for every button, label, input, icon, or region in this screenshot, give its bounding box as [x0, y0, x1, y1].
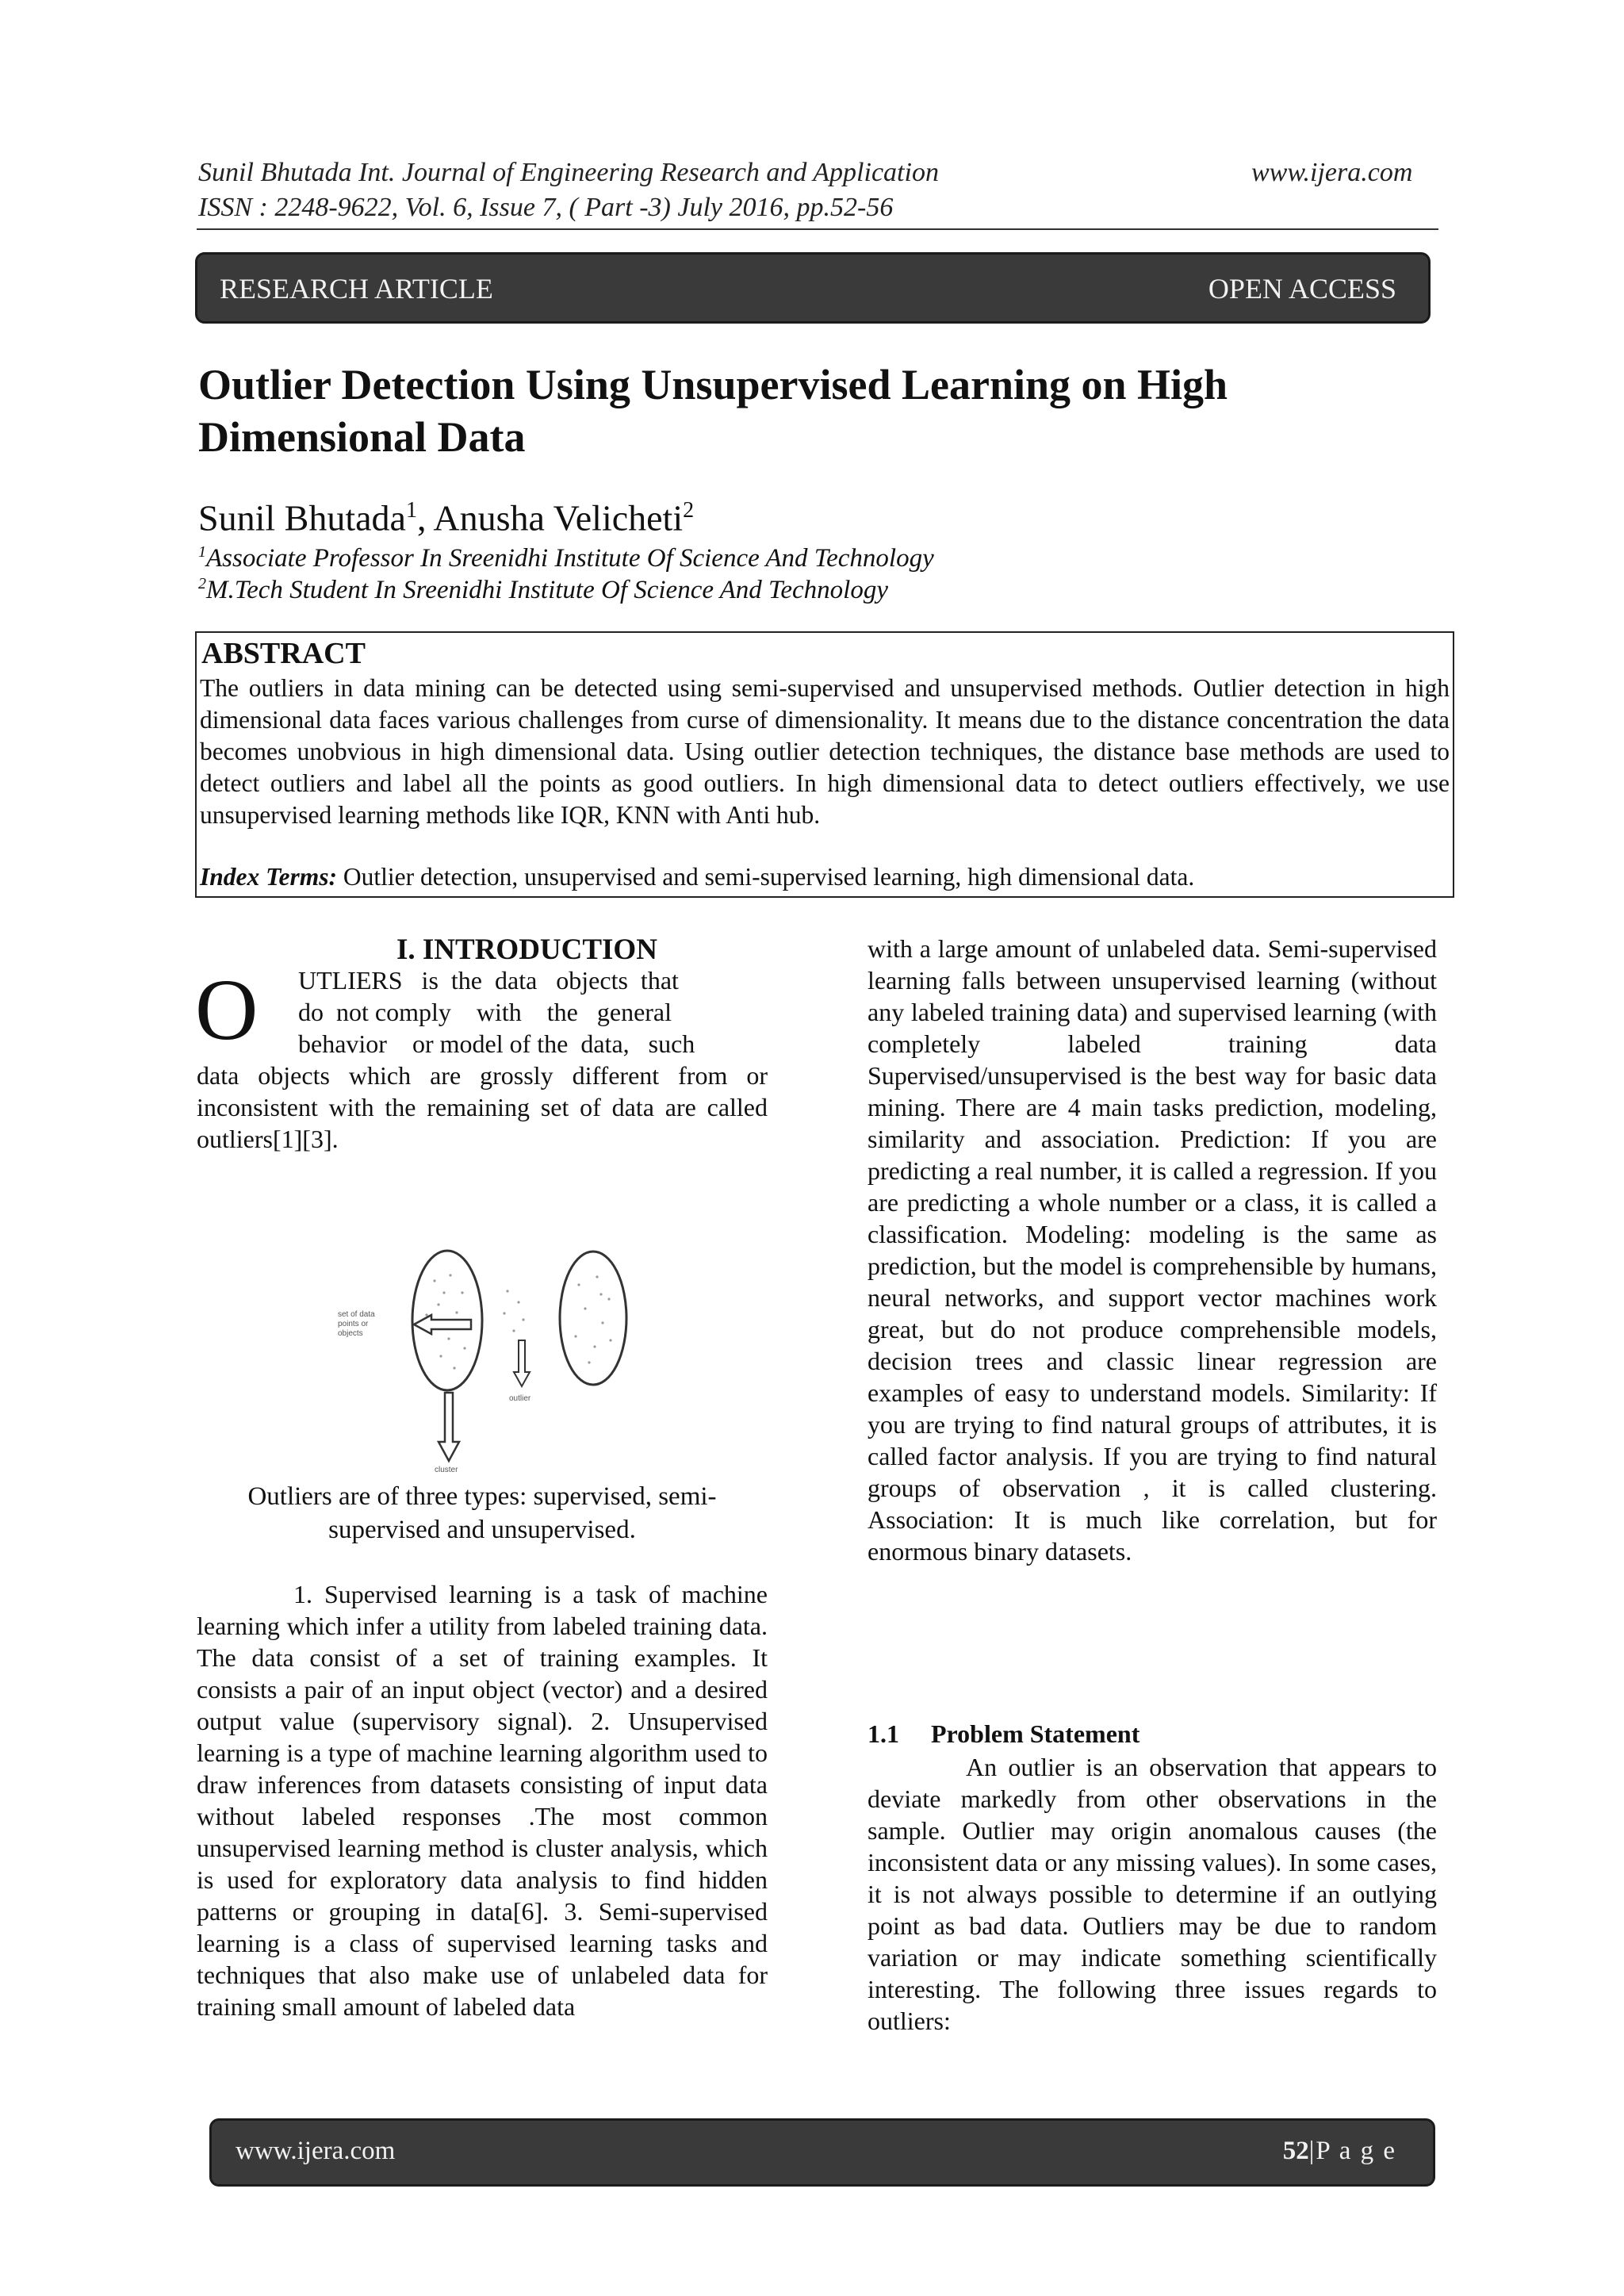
affiliation-2-sup: 2 — [198, 575, 206, 592]
author-2: Anusha Velicheti — [433, 497, 684, 539]
paper-title — [198, 358, 1435, 463]
arrow-left-icon — [414, 1315, 471, 1334]
arrow-down-cluster-icon — [439, 1393, 459, 1461]
journal-issn: ISSN : 2248-9622, Vol. 6, Issue 7, ( Part -3) July 2016, pp.52-56 — [198, 193, 894, 222]
intro-line-1: UTLIERS is the data objects that — [298, 966, 679, 995]
outlier-figure — [324, 1237, 657, 1475]
intro-paragraph: data objects which are grossly different from or inconsistent with the remaining set of data are called outliers[1][3]. — [197, 1061, 768, 1153]
authors — [198, 489, 694, 540]
outlier-points — [503, 1290, 524, 1332]
abstract-heading: ABSTRACT — [201, 637, 366, 670]
affiliation-2 — [198, 568, 888, 606]
fig-label-outlier: outlier — [509, 1394, 531, 1403]
title-line-2: Dimensional Data — [198, 413, 526, 461]
arrow-down-outlier-icon — [514, 1340, 530, 1386]
index-terms — [200, 861, 1194, 893]
author-2-sup: 2 — [683, 498, 695, 523]
abstract-box — [195, 631, 1454, 898]
research-article-label: RESEARCH ARTICLE — [220, 273, 493, 305]
figure-caption: Outliers are of three types: supervised, semi-supervised and unsupervised. — [247, 1482, 717, 1544]
intro-line-3: behavior or model of the data, such — [298, 1029, 695, 1058]
cluster-ellipse-right — [560, 1251, 626, 1385]
footer-bar — [209, 2118, 1435, 2187]
page-label: |P a g e — [1308, 2137, 1396, 2165]
intro-heading: I. INTRODUCTION — [396, 933, 657, 966]
abstract-text: The outliers in data mining can be detected using semi-supervised and unsupervised methods. Outlier detection in high dimensional data faces various challenges from curse of dimensionality. It means due to the distance concentration the data becomes unobvious in high dimensional data. Using outlier detection techniques, the distance base methods are used to detect outliers and label all the points as good outliers. In high dimensional data to detect outliers effectively, we use unsupervised learning methods like IQR, KNN with Anti hub. — [200, 674, 1450, 829]
learning-types-paragraph: 1. Supervised learning is a task of machine learning which infer a utility from labeled training data. The data consist of a set of training examples. It consists a pair of an input object (vector) and a desired output value (supervisory signal). 2. Unsupervised learning is a type of machine learning algorithm used to draw inferences from datasets consisting of input data without labeled responses .The most common unsupervised learning method is cluster analysis, which is used for exploratory data analysis to find hidden patterns or grouping in data[6]. 3. Semi-supervised learning is a class of supervised learning tasks and techniques that also make use of unlabeled data for training small amount of labeled data — [197, 1580, 768, 2021]
footer-website[interactable]: www.ijera.com — [236, 2137, 396, 2165]
intro-dropcap-lines — [298, 964, 768, 1060]
page-indicator — [1283, 2137, 1396, 2166]
fig-label-set-2: points or — [338, 1320, 369, 1328]
journal-website[interactable]: www.ijera.com — [1251, 158, 1413, 187]
problem-statement-heading: 1.1 Problem Statement — [868, 1719, 1140, 1748]
affiliation-1-text: Associate Professor In Sreenidhi Institute Of Science And Technology — [206, 544, 934, 573]
header-rule — [197, 228, 1438, 230]
index-terms-label: Index Terms: — [200, 863, 337, 891]
fig-label-set-3: objects — [338, 1329, 363, 1338]
title-line-1: Outlier Detection Using Unsupervised Learning on High — [198, 361, 1228, 408]
fig-label-cluster: cluster — [435, 1466, 458, 1474]
fig-label-set-1: set of data — [338, 1310, 375, 1319]
affiliation-2-text: M.Tech Student In Sreenidhi Institute Of Science And Technology — [206, 576, 888, 604]
article-banner — [195, 252, 1431, 324]
author-1: Sunil Bhutada — [198, 497, 406, 539]
author-separator: , — [416, 497, 434, 539]
index-terms-text: Outlier detection, unsupervised and semi-supervised learning, high dimensional data. — [336, 863, 1195, 891]
dropcap: O — [195, 961, 259, 1058]
intro-line-2: do not comply with the general — [298, 998, 672, 1026]
journal-name: Sunil Bhutada Int. Journal of Engineering Research and Application — [198, 158, 939, 187]
open-access-label: OPEN ACCESS — [1208, 273, 1396, 305]
cluster-points-right — [574, 1275, 611, 1363]
affiliation-1-sup: 1 — [198, 543, 206, 561]
page-number: 52 — [1282, 2137, 1309, 2165]
problem-statement-text: An outlier is an observation that appears to deviate markedly from other observations in the sample. Outlier may origin anomalous causes (the inconsistent data or any missing values). In some cases, it is not always possible to determine if an outlying point as bad data. Outliers may be due to random variation or may indicate something scientifically interesting. The following three issues regards to outliers: — [868, 1753, 1437, 2035]
right-column-paragraph: with a large amount of unlabeled data. Semi-supervised learning falls between unsupervised learning (without any labeled training data) and supervised learning (with completely labeled training data Supervised/unsupervised is the best way for basic data mining. There are 4 main tasks prediction, modeling, similarity and association. Prediction: If you are predicting a real number, it is called a regression. If you are predicting a whole number or a class, it is called a classification. Modeling: modeling is the same as prediction, but the model is comprehensible by humans, neural networks, and support vector machines work great, but do not produce comprehensible models, decision trees and classic linear regression are examples of easy to understand models. Similarity: If you are trying to find natural groups of attributes, it is called factor analysis. If you are trying to find natural groups of observation , it is called clustering. Association: It is much like correlation, but for enormous binary datasets. — [868, 934, 1437, 1566]
author-1-sup: 1 — [405, 498, 417, 523]
